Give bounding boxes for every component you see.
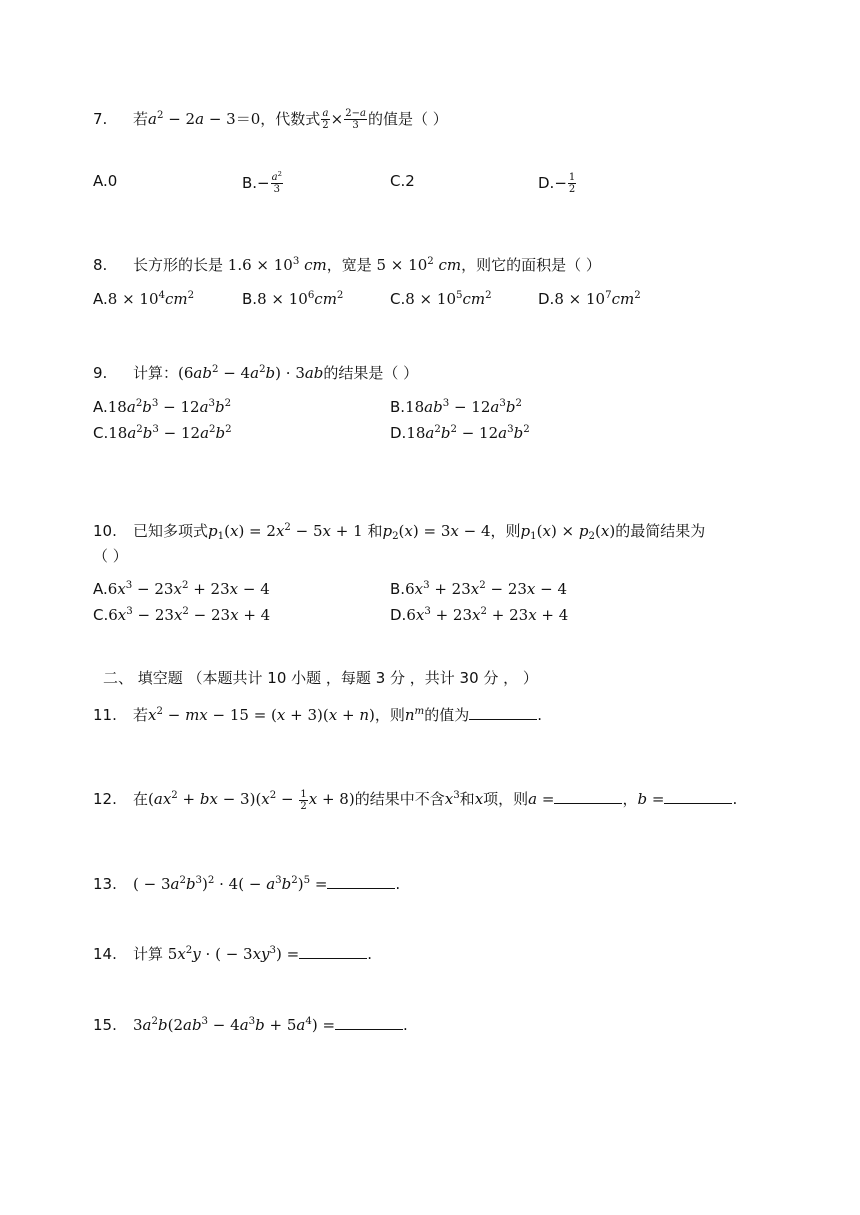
q9-option-d-label: D. (390, 424, 407, 442)
q8-suffix: ，则它的面积是（ ） (461, 256, 601, 274)
q12-end: . (732, 790, 738, 808)
q7-suffix: 的值是（ ） (367, 110, 448, 128)
q8-length: $1.6 \times 10^3$ cm (227, 256, 327, 274)
q7-option-a[interactable]: A.0 (93, 172, 118, 190)
q7-option-d[interactable] (538, 172, 577, 195)
q9-option-a[interactable]: $A.18a^2b^3 - 12a^3b^2$ (93, 398, 232, 416)
q14-expression: $5x^2y$ · ( − $3xy^3$) = (167, 945, 300, 963)
fraction-2-minus-a-over-3: $\frac{2-a}{3}$ (345, 108, 366, 131)
q10-option-d-label: D. (390, 606, 407, 624)
question-number: 9. (93, 364, 108, 382)
question-number: 13. (93, 875, 117, 893)
q14-end: . (367, 945, 372, 963)
q12-x3: $x^3$ (444, 790, 460, 808)
q9-option-b[interactable]: $B.18ab^3 - 12a^3b^2$ (390, 398, 522, 416)
q9-prefix: 计算： (133, 364, 179, 382)
question-number: 7. (93, 110, 108, 128)
q7-mid: ，代数式 (260, 110, 321, 128)
answer-blank-b[interactable] (664, 789, 732, 804)
question-number: 11. (93, 706, 117, 724)
q8-option-a[interactable]: $A.8 \times 10^4cm^2$ (93, 290, 195, 308)
q11-mid: ，则 (374, 706, 405, 724)
q11-end: . (537, 706, 543, 724)
q9-option-c-label: C. (93, 424, 109, 442)
q9-suffix: 的结果是（ ） (323, 364, 419, 382)
q13-expression: ( − $3a^2b^3)^2 \cdot 4( - a^3b^2)^5$ = (133, 875, 328, 893)
q8-option-c[interactable]: $C.8 \times 10^5cm^2$ (390, 290, 492, 308)
q12-and: 和 (459, 790, 475, 808)
q10-p1: $p_1(x) = 2x^2 - 5x + 1$ (208, 522, 363, 543)
q11-equation: $x^2$ − mx − 15 = (x + 3)(x + n) (148, 706, 375, 724)
question-number: 14. (93, 945, 117, 963)
q8-option-d[interactable]: $D.8 \times 10^7cm^2$ (538, 290, 641, 308)
q11-suffix: 的值为 (424, 706, 470, 724)
q12-sep: ， (622, 790, 638, 808)
q12-prefix: 在 (133, 790, 149, 808)
question-10 (93, 520, 705, 541)
q7-option-b[interactable] (242, 172, 284, 195)
q10-mid2: ，则 (490, 522, 521, 540)
q12-mid: 的结果中不含 (354, 790, 445, 808)
q8-option-b-label: B. (242, 290, 258, 308)
q7-prefix: 若 (133, 110, 149, 128)
answer-blank[interactable] (299, 944, 367, 959)
q8-width: $5 \times 10^2$ cm (376, 256, 462, 274)
q13-end: . (395, 875, 401, 893)
question-12: 12. 在($ax^2$ + bx − $3)(x^2$ − $\frac{1}{2}$ x + 8)的结果中不含$x^3$和x项，则a = ，b = . (93, 788, 738, 812)
q9-option-c[interactable]: $C.18a^2b^3 - 12a^2b^2$ (93, 424, 232, 442)
answer-blank[interactable] (335, 1015, 403, 1030)
q10-mid: 和 (362, 522, 383, 540)
question-14 (93, 943, 372, 964)
q8-option-b[interactable]: $B.8 \times 10^6cm^2$ (242, 290, 344, 308)
q10-paren: （ ） (93, 547, 128, 565)
q8-option-c-label: C. (390, 290, 406, 308)
answer-blank[interactable] (327, 874, 395, 889)
question-13 (93, 874, 400, 893)
question-15 (93, 1015, 408, 1034)
q12-b: b (637, 790, 648, 808)
q12-suffix: 项，则 (483, 790, 529, 808)
q14-prefix: 计算 (133, 945, 168, 963)
q10-option-c-label: C. (93, 606, 109, 624)
q8-option-a-label: A. (93, 290, 108, 308)
q7-option-d-label: D.− (538, 174, 567, 192)
q12-expression: ($ax^2$ + bx − $3)(x^2$ − $\frac{1}{2}$ x + 8) (148, 788, 355, 812)
q12-a: a (528, 790, 538, 808)
answer-blank[interactable] (469, 705, 537, 720)
question-number: 15. (93, 1016, 117, 1034)
q15-end: . (403, 1016, 408, 1034)
q9-expression: $(6ab^2 - 4a^2b) \cdot 3ab$ (178, 364, 324, 382)
q7-option-b-label: B.− (242, 174, 270, 192)
q7-option-c[interactable]: C.2 (390, 172, 415, 190)
answer-blank-a[interactable] (554, 789, 622, 804)
q11-power: $n^m$ (404, 706, 425, 724)
q11-prefix: 若 (133, 706, 149, 724)
q10-p2: $p_2(x) = 3x - 4$ (382, 522, 491, 543)
q9-option-d[interactable]: $D.18a^2b^2 - 12a^3b^2$ (390, 424, 530, 442)
question-9 (93, 362, 418, 383)
q8-mid: ，宽是 (326, 256, 377, 274)
q10-option-a[interactable]: $A.6x^3 - 23x^2 + 23x - 4$ (93, 580, 270, 598)
question-8 (93, 254, 601, 275)
fraction-1-over-2: $\frac{1}{2}$ (568, 172, 576, 195)
section-heading: 二、 填空题 （本题共计 10 小题 ，每题 3 分 ，共计 30 分 ， ） (103, 669, 538, 687)
q10-option-b[interactable]: $B.6x^3 + 23x^2 - 23x - 4$ (390, 580, 568, 598)
q10-option-a-label: A. (93, 580, 108, 598)
q8-option-d-label: D. (538, 290, 555, 308)
q10-product: $p_1(x) \times p_2(x)$ (520, 522, 616, 543)
fraction-a2-over-3: $\frac{a^2}{3}$ (271, 170, 282, 195)
question-number: 12. (93, 790, 117, 808)
question-number: 10. (93, 522, 117, 540)
question-11 (93, 704, 542, 725)
q15-expression: $3a^2b(2ab^3 - 4a^3b + 5a^4)$ = (133, 1016, 336, 1034)
q10-prefix: 已知多项式 (133, 522, 209, 540)
q10-option-b-label: B. (390, 580, 406, 598)
q8-prefix: 长方形的长是 (133, 256, 228, 274)
question-7: 7. 若$a^2 - 2a - 3=0$，代数式 $\frac{a}{2}$ × $\frac{2-a}{3}$ 的值是（ ） (93, 108, 448, 131)
q7-equation: $a^2 - 2a - 3=0$ (148, 110, 261, 128)
q12-x: x (474, 790, 484, 808)
q10-option-c[interactable]: $C.6x^3 - 23x^2 - 23x + 4$ (93, 606, 271, 624)
question-number: 8. (93, 256, 108, 274)
q10-option-d[interactable]: $D.6x^3 + 23x^2 + 23x + 4$ (390, 606, 569, 624)
q10-suffix: 的最简结果为 (615, 522, 706, 540)
q9-option-a-label: A. (93, 398, 108, 416)
fraction-a-over-2: $\frac{a}{2}$ (322, 108, 329, 131)
q9-option-b-label: B. (390, 398, 406, 416)
